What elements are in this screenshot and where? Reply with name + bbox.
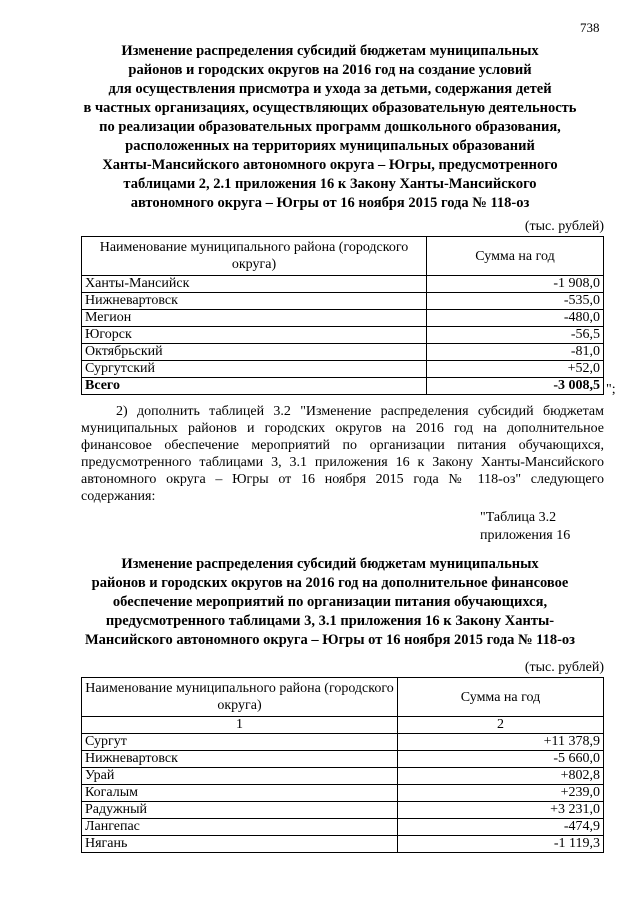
title-line: Изменение распределения субсидий бюджетам муниципальных — [121, 43, 539, 59]
table-header-row — [82, 678, 604, 717]
column-number-row — [82, 717, 604, 734]
paragraph-line: автономного округа – Югры от 16 ноября 2015 года № 118-оз" следующего — [81, 472, 604, 487]
table-row — [82, 785, 604, 802]
row-amount: -480,0 — [427, 310, 604, 327]
units-label: (тыс. рублей) — [524, 660, 604, 675]
row-amount: -1 908,0 — [427, 276, 604, 293]
total-amount: -3 008,5 — [427, 378, 604, 395]
caption-line: "Таблица 3.2 — [480, 510, 557, 525]
page-number: 738 — [580, 20, 600, 35]
title-line: Изменение распределения субсидий бюджетам муниципальных — [121, 556, 539, 572]
row-amount: +3 231,0 — [398, 802, 604, 819]
title-line: предусмотренного таблицами 3, 3.1 приложения 16 к Закону Ханты- — [105, 613, 555, 629]
table-caption — [480, 509, 604, 545]
table-row — [82, 734, 604, 751]
row-amount: -81,0 — [427, 344, 604, 361]
row-name: Сургут — [82, 734, 398, 751]
title-line: в частных организациях, осуществляющих образовательную деятельность — [83, 100, 577, 116]
row-amount: -474,9 — [398, 819, 604, 836]
paragraph-line: содержания: — [81, 489, 156, 504]
subsidy-table-2 — [81, 677, 604, 853]
row-name: Нижневартовск — [82, 751, 398, 768]
row-name: Сургутский — [82, 361, 427, 378]
row-amount: +11 378,9 — [398, 734, 604, 751]
subsidy-table-1 — [81, 236, 604, 395]
table-row — [82, 751, 604, 768]
table-row — [82, 819, 604, 836]
row-name: Ханты-Мансийск — [82, 276, 427, 293]
title-line: расположенных на территориях муниципальных образований — [125, 138, 535, 154]
table-row — [82, 293, 604, 310]
table-row — [82, 836, 604, 853]
row-amount: +239,0 — [398, 785, 604, 802]
title-line: Ханты-Мансийского автономного округа – Югры, предусмотренного — [102, 157, 558, 173]
row-amount: +802,8 — [398, 768, 604, 785]
column-header-sum: Сумма на год — [427, 237, 604, 276]
table-row — [82, 361, 604, 378]
column-number: 1 — [82, 717, 398, 734]
units-label: (тыс. рублей) — [524, 219, 604, 234]
paragraph-line: предусмотренного таблицами 3, 3.1 приложения 16 к Закону Ханты-Мансийского — [81, 455, 604, 470]
row-amount: +52,0 — [427, 361, 604, 378]
row-name: Нягань — [82, 836, 398, 853]
row-name: Радужный — [82, 802, 398, 819]
title-line: по реализации образовательных программ дошкольного образования, — [99, 119, 561, 135]
title-line: районов и городских округов на 2016 год на дополнительное финансовое — [91, 575, 569, 591]
row-name: Югорск — [82, 327, 427, 344]
total-row — [82, 378, 604, 395]
title-line: Мансийского автономного округа – Югры от 16 ноября 2015 года № 118-оз — [84, 632, 575, 648]
column-header-name: Наименование муниципального района (городского округа) — [82, 678, 398, 717]
row-name: Октябрьский — [82, 344, 427, 361]
table-header-row — [82, 237, 604, 276]
total-label: Всего — [82, 378, 427, 395]
table-row — [82, 327, 604, 344]
table-row — [82, 276, 604, 293]
closing-quote: "; — [606, 382, 616, 397]
row-amount: -535,0 — [427, 293, 604, 310]
row-name: Нижневартовск — [82, 293, 427, 310]
row-name: Урай — [82, 768, 398, 785]
row-amount: -5 660,0 — [398, 751, 604, 768]
row-name: Лангепас — [82, 819, 398, 836]
paragraph-line: муниципальных районов и городских округов на 2016 год на дополнительное — [81, 421, 604, 436]
table-row — [82, 310, 604, 327]
title-line: районов и городских округов на 2016 год на создание условий — [128, 62, 532, 78]
paragraph-line: финансовое обеспечение мероприятий по организации питания обучающихся, — [81, 438, 604, 453]
row-name: Мегион — [82, 310, 427, 327]
title-line: для осуществления присмотра и ухода за детьми, содержания детей — [108, 81, 552, 97]
section2-title — [70, 555, 590, 650]
row-amount: -1 119,3 — [398, 836, 604, 853]
title-line: таблицами 2, 2.1 приложения 16 к Закону Ханты-Мансийского — [123, 176, 537, 192]
title-line: обеспечение мероприятий по организации питания обучающихся, — [112, 594, 548, 610]
table-row — [82, 802, 604, 819]
caption-line: приложения 16 — [480, 528, 571, 543]
column-number: 2 — [398, 717, 604, 734]
row-name: Когалым — [82, 785, 398, 802]
column-header-name: Наименование муниципального района (городского округа) — [82, 237, 427, 276]
title-line: автономного округа – Югры от 16 ноября 2015 года № 118-оз — [130, 195, 530, 211]
table-row — [82, 768, 604, 785]
column-header-sum: Сумма на год — [398, 678, 604, 717]
row-amount: -56,5 — [427, 327, 604, 344]
amendment-paragraph — [81, 403, 604, 505]
table-row — [82, 344, 604, 361]
paragraph-line: 2) дополнить таблицей 3.2 "Изменение распределения субсидий бюджетам — [116, 404, 604, 419]
section1-title — [70, 42, 590, 213]
